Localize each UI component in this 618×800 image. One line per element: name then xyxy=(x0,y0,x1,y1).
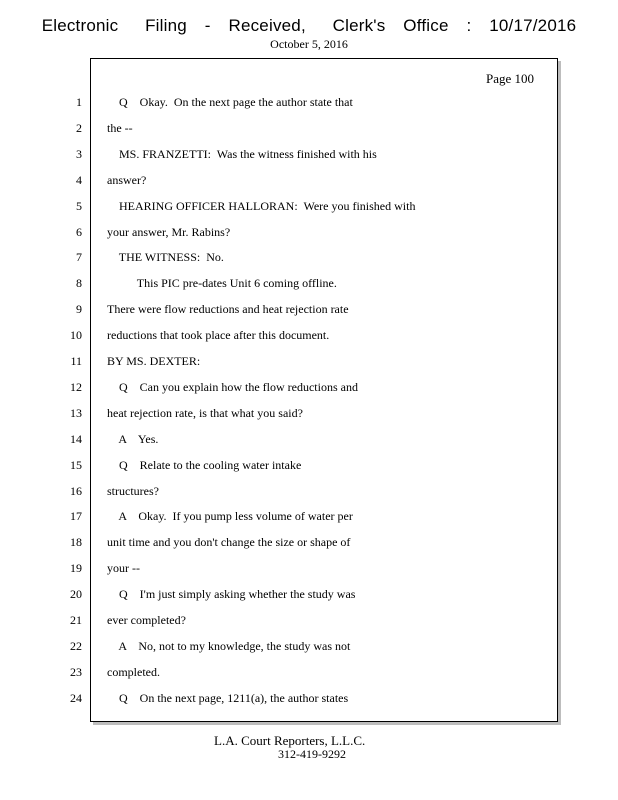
footer-company: L.A. Court Reporters, L.L.C. xyxy=(214,733,366,748)
line-text: This PIC pre-dates Unit 6 coming offline. xyxy=(107,276,337,290)
line-number: 3 xyxy=(76,147,82,161)
line-text: A Okay. If you pump less volume of water per xyxy=(107,509,353,523)
line-text: answer? xyxy=(107,173,147,187)
line-number: 9 xyxy=(76,302,82,316)
line-text: Q On the next page, 1211(a), the author states xyxy=(107,691,349,705)
line-text: heat rejection rate, is that what you said? xyxy=(107,406,303,420)
line-text: Q Relate to the cooling water intake xyxy=(107,458,302,472)
line-text: HEARING OFFICER HALLORAN: Were you finished with xyxy=(107,199,416,213)
line-text: reductions that took place after this document. xyxy=(107,328,330,342)
document-date: October 5, 2016 xyxy=(270,37,348,51)
line-number: 1 xyxy=(76,95,82,109)
page-number: Page 100 xyxy=(486,71,535,86)
line-number: 11 xyxy=(70,354,82,368)
line-text: MS. FRANZETTI: Was the witness finished with his xyxy=(107,147,377,161)
line-text: your answer, Mr. Rabins? xyxy=(107,225,231,239)
line-number: 2 xyxy=(76,121,82,135)
line-text: unit time and you don't change the size or shape of xyxy=(107,535,351,549)
line-number: 8 xyxy=(76,276,82,290)
line-text: Q Okay. On the next page the author state that xyxy=(107,95,353,109)
line-text: There were flow reductions and heat rejection rate xyxy=(107,302,349,316)
line-number: 4 xyxy=(76,173,82,187)
line-number: 22 xyxy=(70,639,82,653)
line-text: structures? xyxy=(107,484,159,498)
line-number: 23 xyxy=(70,665,82,679)
line-number: 15 xyxy=(70,458,82,472)
line-text: A Yes. xyxy=(107,432,159,446)
line-text: completed. xyxy=(107,665,160,679)
line-text: THE WITNESS: No. xyxy=(107,250,224,264)
line-number: 19 xyxy=(70,561,82,575)
line-text: A No, not to my knowledge, the study was not xyxy=(107,639,351,653)
line-number: 7 xyxy=(76,250,82,264)
line-text: BY MS. DEXTER: xyxy=(107,354,201,368)
line-number: 24 xyxy=(70,691,82,705)
footer-phone: 312-419-9292 xyxy=(278,747,346,761)
line-text: your -- xyxy=(107,561,140,575)
line-number: 18 xyxy=(70,535,82,549)
line-number: 5 xyxy=(76,199,82,213)
line-number: 21 xyxy=(70,613,82,627)
line-number: 13 xyxy=(70,406,82,420)
line-text: Q I'm just simply asking whether the study was xyxy=(107,587,356,601)
line-number: 20 xyxy=(70,587,82,601)
line-number: 14 xyxy=(70,432,82,446)
filing-stamp: Electronic Filing - Received, Clerk's Office : 10/17/2016 xyxy=(41,16,577,35)
line-number: 12 xyxy=(70,380,82,394)
line-text: ever completed? xyxy=(107,613,186,627)
line-number: 10 xyxy=(70,328,82,342)
line-number: 6 xyxy=(76,225,82,239)
line-text: Q Can you explain how the flow reductions and xyxy=(107,380,358,394)
line-number: 17 xyxy=(70,509,82,523)
line-text: the -- xyxy=(107,121,133,135)
line-number: 16 xyxy=(70,484,82,498)
